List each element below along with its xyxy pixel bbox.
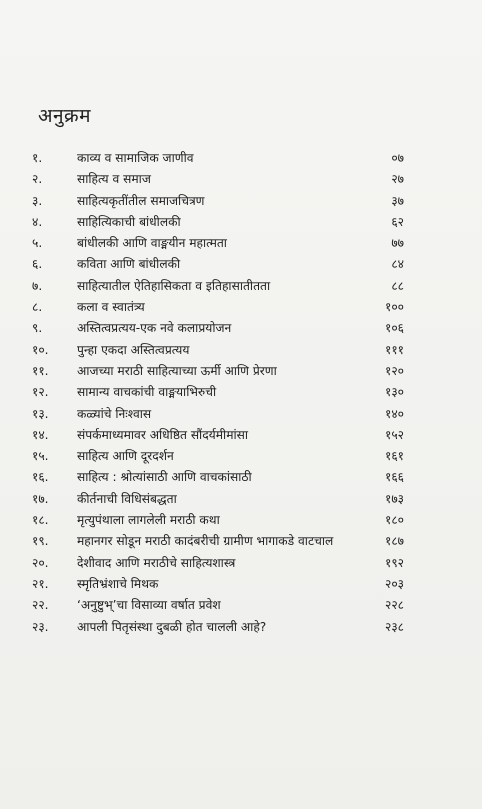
- toc-chapter-number: २०.: [32, 555, 49, 570]
- toc-chapter-title: आपली पितृसंस्था दुबळी होत चालली आहे?: [77, 619, 267, 634]
- toc-chapter-title: साहित्य : श्रोत्यांसाठी आणि वाचकांसाठी: [77, 470, 252, 485]
- toc-chapter-number: १२.: [32, 385, 49, 400]
- toc-row: [32, 510, 404, 531]
- toc-page-number: ८८: [391, 278, 404, 293]
- toc-page-number: २३८: [384, 619, 404, 634]
- toc-page-number: ०७: [391, 151, 404, 165]
- toc-chapter-title: साहित्यकृतींतील समाजचित्रण: [77, 193, 205, 208]
- toc-chapter-title: कला व स्वातंत्र्य: [77, 300, 145, 315]
- toc-row: [32, 318, 404, 339]
- toc-chapter-number: ५.: [32, 236, 43, 251]
- toc-row: [32, 446, 404, 467]
- toc-chapter-number: २२.: [32, 598, 49, 613]
- toc-chapter-title: काव्य व सामाजिक जाणीव: [77, 151, 194, 165]
- toc-chapter-number: ११.: [32, 363, 49, 378]
- toc-chapter-title: बांधीलकी आणि वाङ्मयीन महात्मता: [77, 236, 227, 251]
- toc-page-number: ३७: [391, 193, 404, 208]
- toc-chapter-number: १८.: [32, 513, 49, 528]
- toc-chapter-title: कविता आणि बांधीलकी: [77, 257, 181, 272]
- toc-page-number: १६१: [384, 449, 404, 464]
- toc-page-number: १२०: [384, 363, 404, 378]
- toc-chapter-title: साहित्यिकाची बांधीलकी: [77, 214, 181, 229]
- toc-chapter-number: २.: [32, 172, 43, 187]
- toc-page-number: २२८: [384, 598, 404, 613]
- toc-row: [32, 361, 404, 382]
- toc-row: [32, 467, 404, 488]
- toc-chapter-title: आजच्या मराठी साहित्याच्या ऊर्मी आणि प्रेरणा: [77, 363, 277, 378]
- page-heading: अनुक्रम: [38, 105, 92, 127]
- toc-page-number: ६२: [391, 214, 404, 229]
- toc-row: [32, 595, 404, 616]
- toc-chapter-number: १९.: [32, 534, 49, 549]
- toc-page-number: १००: [384, 300, 404, 315]
- table-of-contents: [32, 148, 404, 638]
- toc-chapter-number: १६.: [32, 470, 49, 485]
- toc-row: [32, 425, 404, 446]
- toc-chapter-title: कीर्तनाची विधिसंबद्धता: [77, 491, 177, 506]
- toc-row: [32, 382, 404, 403]
- toc-page-number: १११: [384, 342, 404, 357]
- toc-row: [32, 404, 404, 425]
- toc-chapter-title: देशीवाद आणि मराठीचे साहित्यशास्त्र: [77, 555, 236, 570]
- toc-chapter-title: स्मृतिभ्रंशाचे मिथक: [77, 576, 159, 591]
- toc-chapter-number: १३.: [32, 406, 49, 421]
- toc-row: [32, 254, 404, 275]
- toc-page-number: १४०: [384, 406, 404, 421]
- toc-chapter-title: अस्तित्वप्रत्यय-एक नवे कलाप्रयोजन: [77, 321, 232, 336]
- toc-chapter-number: २१.: [32, 576, 49, 591]
- toc-chapter-number: २३.: [32, 619, 49, 634]
- toc-chapter-number: ९.: [32, 321, 43, 336]
- toc-chapter-title: साहित्य व समाज: [77, 172, 151, 187]
- toc-row: [32, 617, 404, 638]
- toc-row: [32, 574, 404, 595]
- toc-row: [32, 489, 404, 510]
- toc-chapter-number: ८.: [32, 300, 43, 315]
- toc-chapter-title: संपर्कमाध्यमावर अधिष्ठित सौंदर्यमीमांसा: [77, 427, 249, 442]
- toc-chapter-title: पुन्हा एकदा अस्तित्वप्रत्यय: [77, 342, 190, 357]
- toc-row: [32, 531, 404, 552]
- toc-chapter-title: साहित्य आणि दूरदर्शन: [77, 449, 174, 464]
- toc-chapter-title: मृत्युपंथाला लागलेली मराठी कथा: [77, 513, 220, 528]
- toc-chapter-number: १.: [32, 151, 43, 165]
- toc-page-number: १८७: [384, 534, 404, 549]
- toc-page-number: २०३: [384, 576, 404, 591]
- toc-chapter-number: ६.: [32, 257, 43, 272]
- toc-page-number: १३०: [384, 385, 404, 400]
- toc-chapter-number: १७.: [32, 491, 49, 506]
- toc-chapter-number: ४.: [32, 214, 43, 229]
- toc-chapter-title: सामान्य वाचकांची वाङ्मयाभिरुची: [77, 385, 217, 400]
- toc-row: [32, 297, 404, 318]
- toc-chapter-number: ७.: [32, 278, 43, 293]
- toc-chapter-number: १०.: [32, 342, 49, 357]
- toc-chapter-title: ‘अनुष्टुभ्’चा विसाव्या वर्षात प्रवेश: [77, 598, 221, 613]
- toc-page-number: १८०: [384, 513, 404, 528]
- toc-chapter-number: ३.: [32, 193, 43, 208]
- toc-row: [32, 340, 404, 361]
- toc-page-number: १६६: [384, 470, 404, 485]
- toc-row: [32, 148, 404, 169]
- toc-row: [32, 212, 404, 233]
- toc-chapter-title: महानगर सोडून मराठी कादंबरीची ग्रामीण भागाकडे वाटचाल: [77, 534, 334, 549]
- toc-page-number: ८४: [391, 257, 404, 272]
- toc-page-number: १०६: [384, 321, 404, 336]
- toc-chapter-number: १४.: [32, 427, 49, 442]
- toc-chapter-title: साहित्यातील ऐतिहासिकता व इतिहासातीतता: [77, 278, 271, 293]
- toc-chapter-number: १५.: [32, 449, 49, 464]
- toc-page-number: १९२: [384, 555, 404, 570]
- toc-row: [32, 191, 404, 212]
- toc-page-number: १५२: [384, 427, 404, 442]
- toc-page-number: १७३: [384, 491, 404, 506]
- toc-page-number: ७७: [391, 236, 404, 251]
- toc-row: [32, 553, 404, 574]
- toc-row: [32, 169, 404, 190]
- toc-row: [32, 233, 404, 254]
- toc-row: [32, 276, 404, 297]
- toc-page-number: २७: [391, 172, 404, 187]
- toc-chapter-title: कळ्यांचे निःश्वास: [77, 406, 152, 421]
